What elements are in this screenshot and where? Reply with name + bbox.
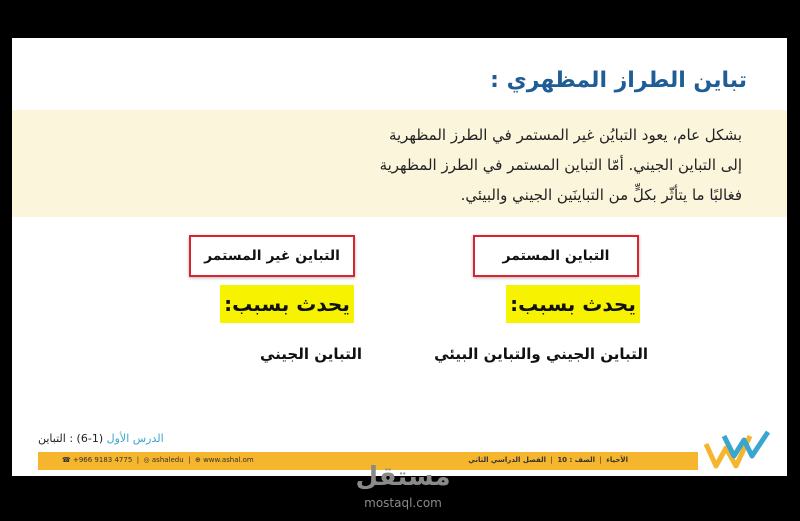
footer-course-info: الأحياء | الصف : 10 | الفصل الدراسي الثاني <box>468 456 628 464</box>
footer-website: www.ashal.om <box>203 456 254 464</box>
watermark-logo-text: مستقل <box>355 462 451 492</box>
footer-subject: الأحياء <box>606 456 628 464</box>
slide-title: تباين الطراز المظهري : <box>490 68 747 93</box>
lesson-number: (1-6) <box>76 432 104 445</box>
intro-line: فغالبًا ما يتأثّر بكلٍّ من التباينَين الجيني والبيئي. <box>460 186 742 204</box>
cause-result: التباين الجيني <box>259 345 362 363</box>
intro-line: بشكل عام، يعود التبايُن غير المستمر في الطرز المظهرية <box>388 126 742 144</box>
footer-phone: +966 9183 4775 <box>72 456 133 464</box>
globe-icon: ⊕ <box>194 456 201 464</box>
lesson-label: الدرس الأول <box>106 432 164 445</box>
cause-label: يحدث بسبب: <box>506 285 640 323</box>
lesson-caption <box>38 432 164 445</box>
footer-semester: الفصل الدراسي الثاني <box>468 456 547 464</box>
footer-grade: الصف : 10 <box>557 456 595 464</box>
lesson-topic: : التباين <box>38 432 74 445</box>
intro-panel <box>12 110 787 217</box>
phone-icon: ☎ <box>62 456 71 464</box>
watermark-url: mostaql.com <box>364 496 442 510</box>
slide <box>12 38 787 476</box>
ashal-logo <box>702 430 772 470</box>
discontinuous-variation-box: التباين غير المستمر <box>189 235 355 277</box>
footer-contacts: ☎ +966 9183 4775 | ◎ ashaledu | ⊕ www.ashal.om <box>62 456 254 464</box>
intro-text <box>302 120 742 210</box>
intro-line: إلى التباين الجيني. أمّا التباين المستمر في الطرز المظهرية <box>379 156 742 174</box>
footer-handle: ashaledu <box>151 456 184 464</box>
continuous-variation-box: التباين المستمر <box>473 235 639 277</box>
cause-result: التباين الجيني والتباين البيئي <box>434 345 648 363</box>
social-icon: ◎ <box>143 456 150 464</box>
cause-label: يحدث بسبب: <box>220 285 354 323</box>
